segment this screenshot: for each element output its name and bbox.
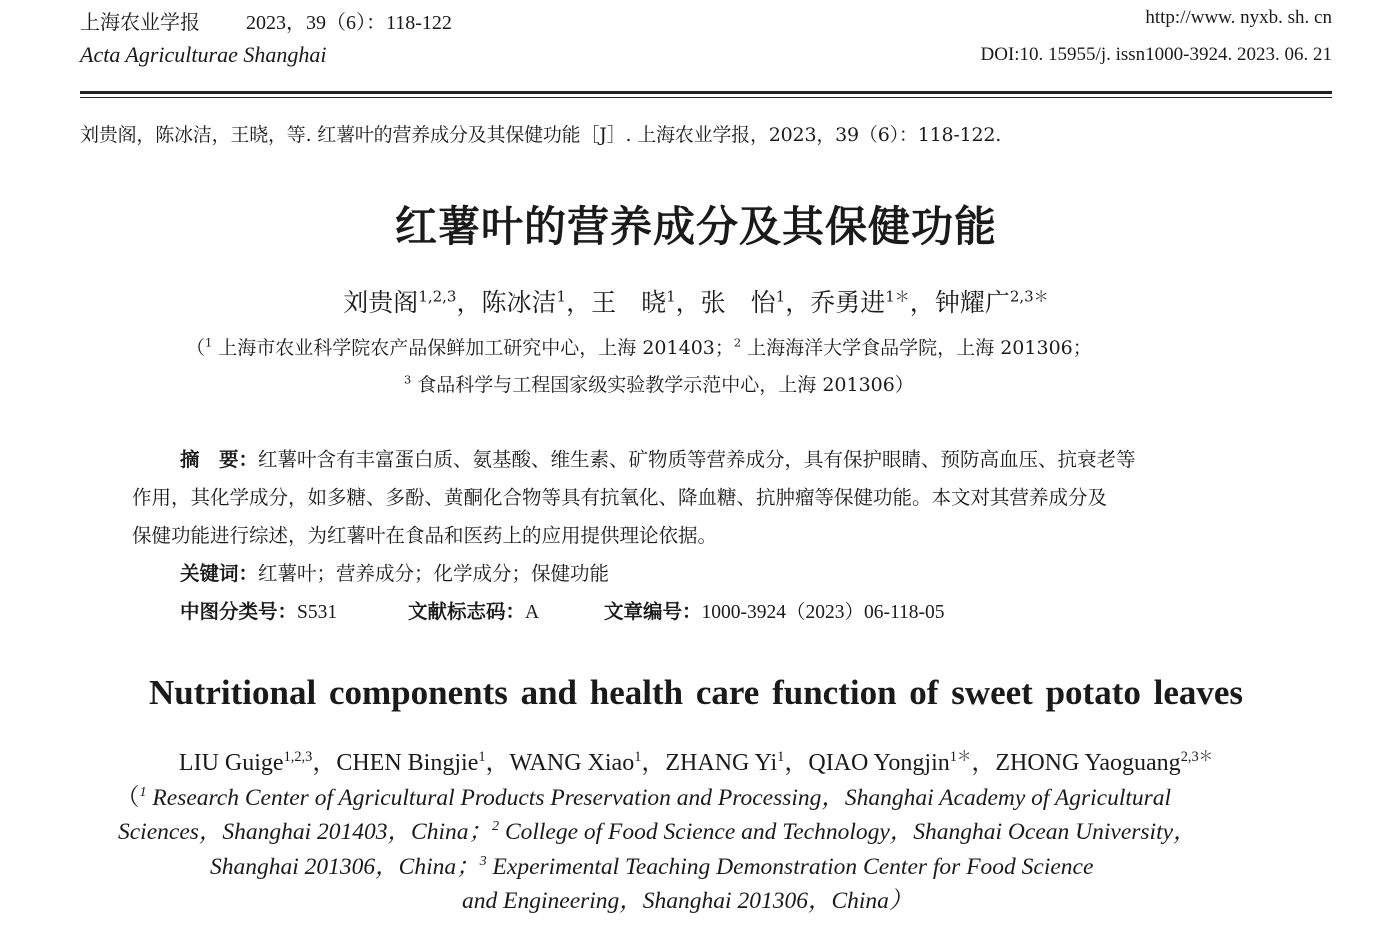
- journal-name-cn: 上海农业学报: [80, 10, 200, 34]
- article-number: 文章编号：1000-3924（2023）06-118-05: [604, 600, 945, 623]
- affiliation-en-line2: Sciences，Shanghai 201403，China；$^2$ College of Food Science and Technology，Shanghai Ocean University，: [118, 818, 1197, 845]
- affiliation-cn-line1: （$^1$ 上海市农业科学院农产品保鲜加工研究中心，上海 201403；$^2$ 上海海洋大学食品学院，上海 201306；: [186, 335, 1092, 359]
- author-en-3: WANG Xiao$^1$: [509, 749, 642, 776]
- authors-en: LIU Guige$^{1,2,3}$，CHEN Bingjie$^1$，WANG Xiao$^1$，ZHANG Yi$^1$，QIAO Yongjin$^{1*}$，ZHONG Yaoguang$^{2,3*}$: [178, 749, 1214, 776]
- title-cn: 红薯叶的营养成分及其保健功能: [394, 202, 997, 251]
- journal-issue: 2023，39（6）：118-122: [246, 12, 452, 34]
- affiliation-en-line3: Shanghai 201306，China；$^3$ Experimental Teaching Demonstration Center for Food Science: [210, 853, 1094, 880]
- author-cn-5: 乔勇进$^{1*}$: [810, 287, 910, 317]
- author-en-4: ZHANG Yi$^1$: [665, 749, 785, 776]
- keywords: 关键词：红薯叶；营养成分；化学成分；保健功能: [180, 562, 610, 585]
- author-cn-2: 陈冰洁$^1$: [481, 287, 567, 317]
- affiliation-en-line4: and Engineering，Shanghai 201306，China）: [462, 888, 913, 914]
- header-rule-thick: [80, 91, 1332, 94]
- keywords-label: 关键词：: [180, 562, 259, 585]
- author-cn-1: 刘贵阁$^{1,2,3}$: [343, 287, 457, 317]
- abstract-line1: 摘 要：红薯叶含有丰富蛋白质、氨基酸、维生素、矿物质等营养成分，具有保护眼睛、预防高血压、抗衰老等: [180, 448, 1136, 471]
- author-en-1: LIU Guige$^{1,2,3}$: [178, 749, 313, 776]
- affiliation-cn-line2: $^3$ 食品科学与工程国家级实验教学示范中心，上海 201306）: [404, 372, 914, 396]
- abstract-line3: 保健功能进行综述，为红薯叶在食品和医药上的应用提供理论依据。: [132, 524, 718, 547]
- citation-line: 刘贵阁，陈冰洁，王晓，等. 红薯叶的营养成分及其保健功能［J］. 上海农业学报，2023，39（6）：118-122.: [80, 124, 1002, 146]
- abstract-line2: 作用，其化学成分，如多糖、多酚、黄酮化合物等具有抗氧化、降血糖、抗肿瘤等保健功能。本文对其营养成分及: [132, 486, 1108, 509]
- authors-cn: 刘贵阁$^{1,2,3}$，陈冰洁$^1$，王 晓$^1$，张 怡$^1$，乔勇进$^{1*}$，钟耀广$^{2,3*}$: [343, 287, 1049, 317]
- affiliation-en-line1: （$^1$ Research Center of Agricultural Products Preservation and Processing，Shanghai Academy of Agricultural: [116, 784, 1172, 811]
- header-rule-thin: [80, 97, 1332, 98]
- author-cn-3: 王 晓$^1$: [591, 287, 676, 317]
- document-code: 文献标志码：A: [408, 600, 540, 623]
- journal-name-en: Acta Agriculturae Shanghai: [80, 42, 327, 67]
- author-cn-4: 张 怡$^1$: [700, 287, 786, 317]
- author-en-5: QIAO Yongjin$^{1*}$: [808, 749, 972, 776]
- clc-number: 中图分类号：S531: [180, 600, 338, 623]
- author-cn-6: 钟耀广$^{2,3*}$: [934, 287, 1049, 317]
- author-en-6: ZHONG Yaoguang$^{2,3*}$: [995, 749, 1214, 776]
- title-en: Nutritional components and health care function of sweet potato leaves: [148, 673, 1244, 712]
- journal-url[interactable]: http://www. nyxb. sh. cn: [1145, 7, 1332, 28]
- doi[interactable]: DOI:10. 15955/j. issn1000-3924. 2023. 06. 21: [980, 44, 1332, 65]
- author-en-2: CHEN Bingjie$^1$: [336, 749, 486, 776]
- abstract-label: 摘 要：: [180, 448, 259, 471]
